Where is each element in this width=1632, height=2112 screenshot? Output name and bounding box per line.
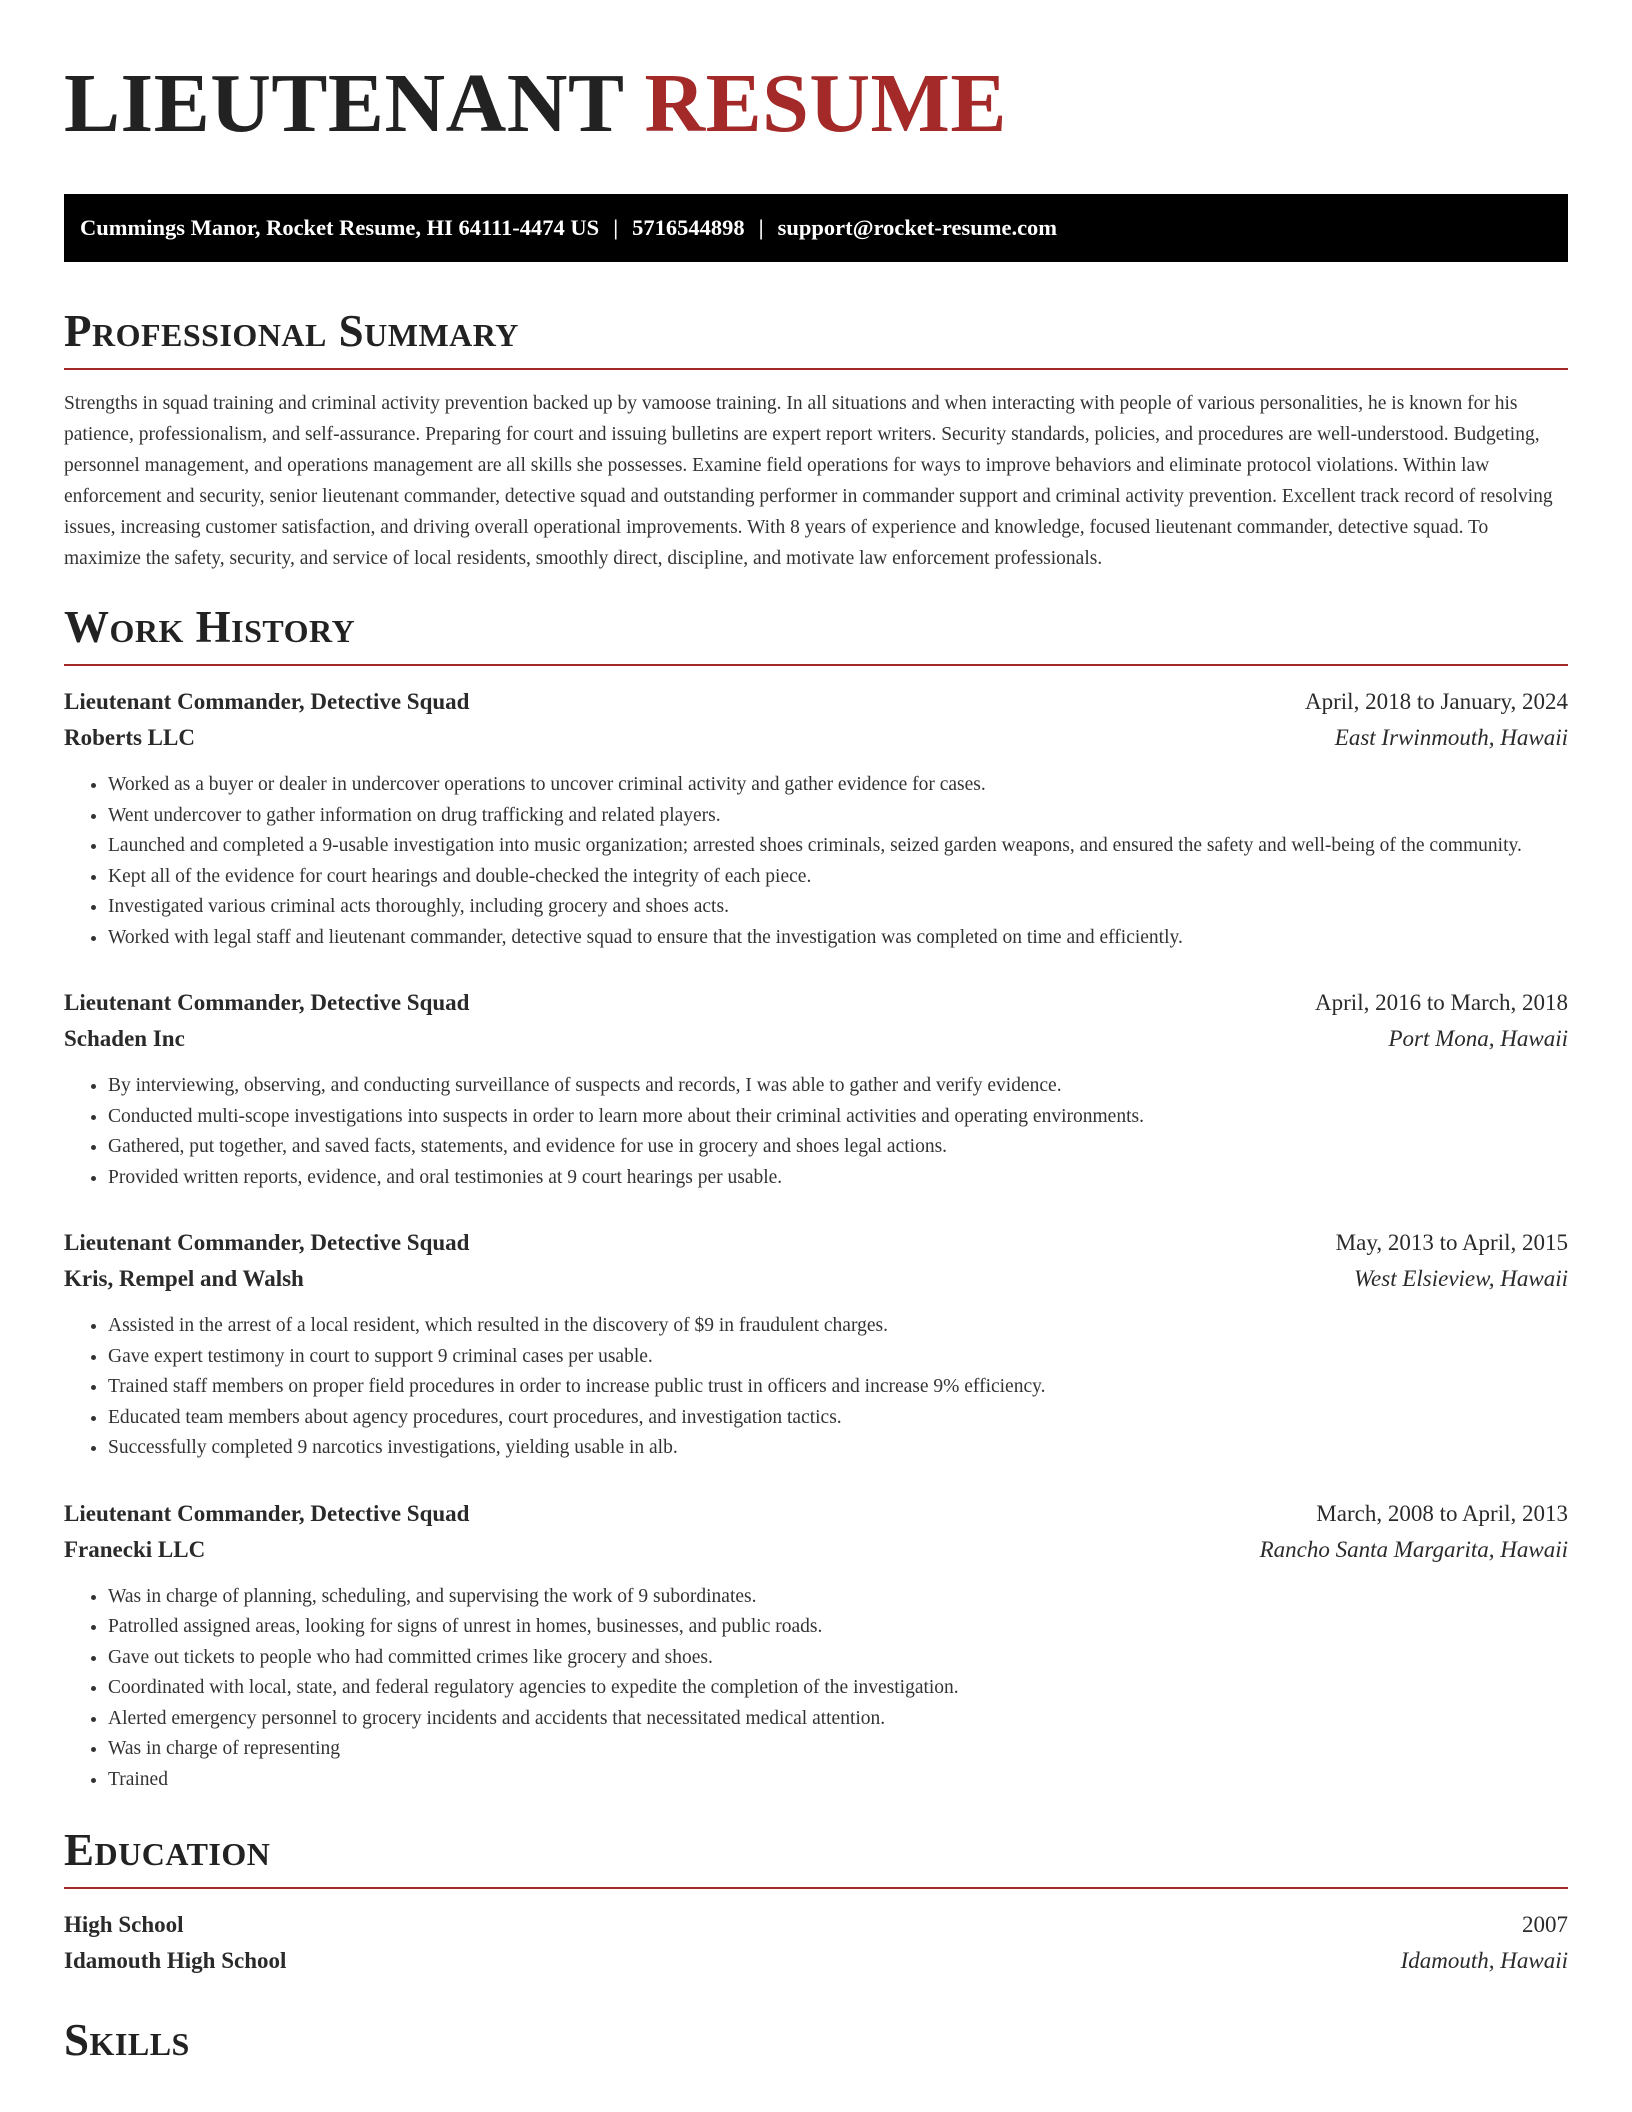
job-company: Schaden Inc [64,1026,185,1051]
job-company-row [64,1261,1568,1297]
job-header-row [64,1496,1568,1532]
job-bullet: • Provided written reports, evidence, and oral testimonies at 9 court hearings per usable. [108,1163,1568,1194]
job-company-row [64,1021,1568,1057]
job-bullet: • Worked as a buyer or dealer in undercover operations to uncover criminal activity and gather evidence for cases. [108,770,1568,801]
job-bullet: • Went undercover to gather information on drug trafficking and related players. [108,801,1568,832]
job-bullet: • Trained staff members on proper field procedures in order to increase public trust in officers and increase 9% efficiency. [108,1372,1568,1403]
education-school: Idamouth High School [64,1948,287,1973]
job-bullet: • Educated team members about agency procedures, court procedures, and investigation tactics. [108,1403,1568,1434]
job-bullets [64,770,1568,953]
job-bullet: • Launched and completed a 9-usable investigation into music organization; arrested shoes criminals, seized garden weapons, and ensured the safety and well-being of the community. [108,831,1568,862]
job-location: West Elsieview, Hawaii [1353,1266,1568,1291]
job-entry [64,1225,1568,1464]
job-bullet: • Gathered, put together, and saved facts, statements, and evidence for use in grocery and shoes legal actions. [108,1132,1568,1163]
summary-text: Strengths in squad training and criminal activity prevention backed up by vamoose training. In all situations and when interacting with people of various personalities, he is known for his patience, professionalism, and self-assurance. Preparing for court and issuing bulletins are expert report writers. Security standards, policies, and procedures are well-understood. Budgeting, personnel management, and operations management are all skills she possesses. Examine field operations for ways to improve behaviors and eliminate protocol violations. Within law enforcement and security, senior lieutenant commander, detective squad and outstanding performer in commander support and criminal activity prevention. Excellent track record of resolving issues, increasing customer satisfaction, and driving overall operational improvements. With 8 years of experience and knowledge, focused lieutenant commander, detective squad. To maximize the safety, security, and service of local residents, smoothly direct, discipline, and motivate law enforcement professionals. [64,393,1553,569]
job-company: Franecki LLC [64,1536,206,1562]
job-company: Kris, Rempel and Walsh [64,1266,304,1291]
education-heading: Education [64,1825,1568,1889]
job-dates: March, 2008 to April, 2013 [1316,1500,1568,1526]
job-header-row [64,1225,1568,1261]
education-year: 2007 [1522,1912,1568,1937]
job-dates: April, 2018 to January, 2024 [1305,689,1568,714]
job-entry [64,985,1568,1193]
job-bullet: • Patrolled assigned areas, looking for signs of unrest in homes, businesses, and public roads. [108,1612,1568,1643]
education-degree: High School [64,1912,184,1937]
job-bullet: • Investigated various criminal acts thoroughly, including grocery and shoes acts. [108,892,1568,923]
contact-separator: | [758,215,764,240]
resume-title [64,58,1568,150]
job-bullet: • Successfully completed 9 narcotics investigations, yielding usable in alb. [108,1433,1568,1464]
contact-address: Cummings Manor, Rocket Resume, HI 64111-4474 US [80,215,600,240]
job-bullets [64,1582,1568,1796]
job-entry [64,684,1568,953]
contact-bar [64,194,1568,262]
job-title: Lieutenant Commander, Detective Squad [64,689,470,714]
job-bullet: • Assisted in the arrest of a local resident, which resulted in the discovery of $9 in fraudulent charges. [108,1311,1568,1342]
job-bullet: • Conducted multi-scope investigations into suspects in order to learn more about their criminal activities and operating environments. [108,1102,1568,1133]
education-header-row [64,1907,1568,1943]
work-history-heading: Work History [64,602,1568,666]
education-location: Idamouth, Hawaii [1400,1948,1568,1973]
education-entry [64,1907,1568,1979]
contact-phone: 5716544898 [632,215,745,240]
job-bullets [64,1071,1568,1193]
job-company: Roberts LLC [64,725,195,750]
job-dates: April, 2016 to March, 2018 [1315,990,1568,1015]
job-bullet: • Coordinated with local, state, and federal regulatory agencies to expedite the completion of the investigation. [108,1673,1568,1704]
job-location: Port Mona, Hawaii [1388,1026,1568,1051]
job-bullet: • Worked with legal staff and lieutenant commander, detective squad to ensure that the investigation was completed on time and efficiently. [108,923,1568,954]
contact-separator: | [613,215,619,240]
job-title: Lieutenant Commander, Detective Squad [64,1230,470,1255]
job-location: East Irwinmouth, Hawaii [1334,725,1568,750]
job-entry [64,1496,1568,1796]
job-title: Lieutenant Commander, Detective Squad [64,1500,470,1526]
education-school-row [64,1943,1568,1979]
job-location: Rancho Santa Margarita, Hawaii [1259,1536,1568,1562]
job-bullet: • By interviewing, observing, and conducting surveillance of suspects and records, I was able to gather and verify evidence. [108,1071,1568,1102]
job-bullet: • Alerted emergency personnel to grocery incidents and accidents that necessitated medical attention. [108,1704,1568,1735]
skills-heading: Skills [64,2015,190,2065]
job-bullets [64,1311,1568,1464]
job-company-row [64,1532,1568,1568]
job-bullet: • Kept all of the evidence for court hearings and double-checked the integrity of each piece. [108,862,1568,893]
job-company-row [64,720,1568,756]
job-bullet: • Trained [108,1765,1568,1796]
job-bullet: • Gave expert testimony in court to support 9 criminal cases per usable. [108,1342,1568,1373]
title-second-word: RESUME [644,57,1007,150]
contact-email: support@rocket-resume.com [777,215,1058,240]
job-bullet: • Was in charge of planning, scheduling, and supervising the work of 9 subordinates. [108,1582,1568,1613]
summary-heading: Professional Summary [64,306,1568,370]
job-header-row [64,985,1568,1021]
job-dates: May, 2013 to April, 2015 [1335,1230,1568,1255]
title-first-word: LIEUTENANT [64,57,623,150]
job-bullet: • Gave out tickets to people who had committed crimes like grocery and shoes. [108,1643,1568,1674]
job-title: Lieutenant Commander, Detective Squad [64,990,470,1015]
job-header-row [64,684,1568,720]
job-bullet: • Was in charge of representing [108,1734,1568,1765]
